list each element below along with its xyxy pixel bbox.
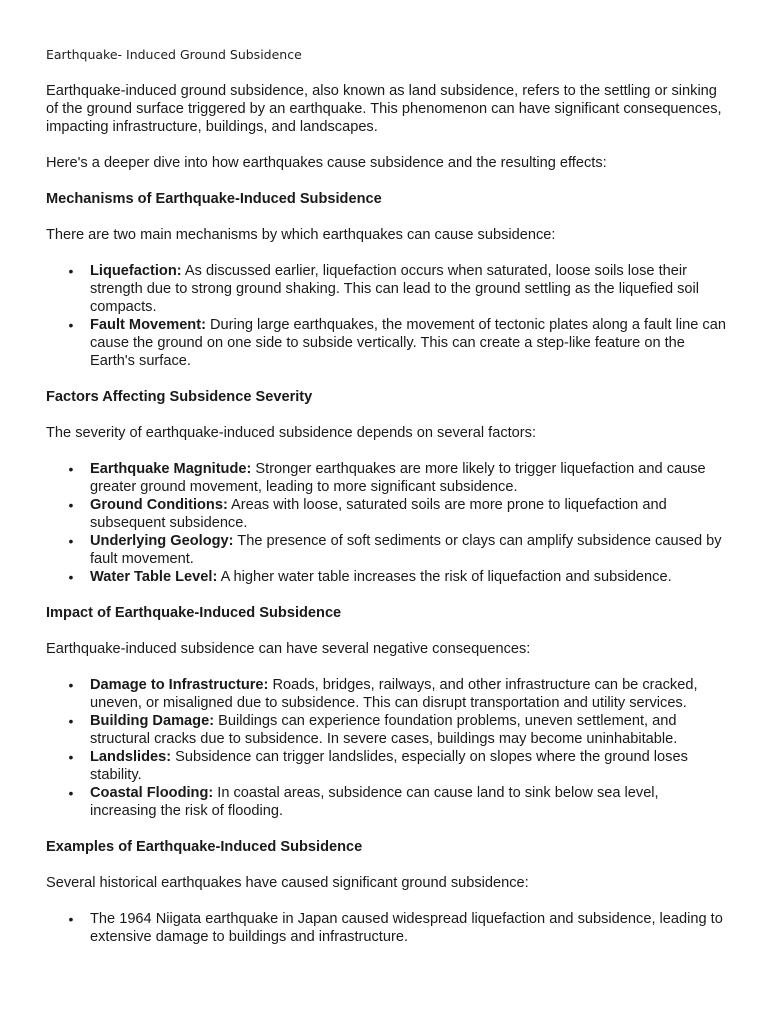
bullet-icon: • — [68, 749, 74, 765]
term-infrastructure-damage: Damage to Infrastructure: — [90, 677, 269, 693]
impact-list — [46, 676, 726, 820]
impact-heading: Impact of Earthquake-Induced Subsidence — [46, 605, 342, 621]
factors-heading: Factors Affecting Subsidence Severity — [46, 389, 313, 405]
list-item-infrastructure-damage — [68, 676, 726, 712]
bullet-icon: • — [68, 317, 74, 333]
term-water-table-level: Water Table Level: — [90, 569, 218, 585]
term-landslides: Landslides: — [90, 749, 172, 765]
bullet-icon: • — [68, 263, 74, 279]
list-item-landslides — [68, 748, 726, 784]
list-item-building-damage — [68, 712, 726, 748]
list-item-niigata-example — [68, 910, 726, 946]
example-niigata-text: The 1964 Niigata earthquake in Japan caused widespread liquefaction and subsidence, leading to extensive damage to buildings and infrastructure. — [90, 911, 723, 945]
examples-text: Several historical earthquakes have caused significant ground subsidence: — [46, 875, 529, 891]
definition-underlying-geology: The presence of soft sediments or clays can amplify subsidence caused by fault movement. — [90, 533, 722, 567]
definition-landslides: Subsidence can trigger landslides, especially on slopes where the ground loses stability. — [90, 749, 688, 783]
list-item-underlying-geology — [68, 532, 726, 568]
definition-building-damage: Buildings can experience foundation problems, uneven settlement, and structural cracks due to subsidence. In severe cases, buildings may become uninhabitable. — [90, 713, 678, 747]
bullet-icon: • — [68, 569, 74, 585]
list-item-ground-conditions — [68, 496, 726, 532]
term-fault-movement: Fault Movement: — [90, 317, 206, 333]
examples-section — [46, 838, 726, 946]
examples-list — [46, 910, 726, 946]
intro-paragraph: Earthquake-induced ground subsidence, also known as land subsidence, refers to the settling or sinking of the ground surface triggered by an earthquake. This phenomenon can have significant consequences, impacting infrastructure, buildings, and landscapes. — [46, 83, 722, 135]
bullet-icon: • — [68, 677, 74, 693]
list-item-fault-movement — [68, 316, 726, 370]
definition-infrastructure-damage: Roads, bridges, railways, and other infrastructure can be cracked, uneven, or misaligned due to subsidence. This can disrupt transportation and utility services. — [90, 677, 698, 711]
bullet-icon: • — [68, 497, 74, 513]
factors-text: The severity of earthquake-induced subsidence depends on several factors: — [46, 425, 536, 441]
term-liquefaction: Liquefaction: — [90, 263, 182, 279]
definition-water-table-level: A higher water table increases the risk of liquefaction and subsidence. — [217, 569, 672, 585]
list-item-coastal-flooding — [68, 784, 726, 820]
list-item-earthquake-magnitude — [68, 460, 726, 496]
term-ground-conditions: Ground Conditions: — [90, 497, 228, 513]
definition-liquefaction: As discussed earlier, liquefaction occurs when saturated, loose soils lose their strength due to strong ground shaking. This can lead to the ground settling as the liquefied soil compacts. — [90, 263, 700, 315]
mechanisms-section — [46, 190, 726, 370]
term-building-damage: Building Damage: — [90, 713, 215, 729]
bullet-icon: • — [68, 713, 74, 729]
list-item-liquefaction — [68, 262, 726, 316]
definition-fault-movement: During large earthquakes, the movement of tectonic plates along a fault line can cause the ground on one side to subside vertically. This can create a step-like feature on the Earth's surface. — [90, 317, 726, 369]
list-item-water-table-level — [68, 568, 726, 586]
factors-section — [46, 388, 726, 586]
bullet-icon: • — [68, 461, 74, 477]
examples-heading: Examples of Earthquake-Induced Subsidence — [46, 839, 363, 855]
bullet-icon: • — [68, 533, 74, 549]
factors-list — [46, 460, 726, 586]
impact-text: Earthquake-induced subsidence can have several negative consequences: — [46, 641, 531, 657]
definition-ground-conditions: Areas with loose, saturated soils are more prone to liquefaction and subsequent subsidence. — [90, 497, 667, 531]
lead-paragraph: Here's a deeper dive into how earthquakes cause subsidence and the resulting effects: — [46, 155, 607, 171]
bullet-icon: • — [68, 785, 74, 801]
bullet-icon: • — [68, 911, 74, 927]
term-underlying-geology: Underlying Geology: — [90, 533, 234, 549]
mechanisms-text: There are two main mechanisms by which earthquakes can cause subsidence: — [46, 227, 556, 243]
mechanisms-heading: Mechanisms of Earthquake-Induced Subsidence — [46, 191, 382, 207]
term-coastal-flooding: Coastal Flooding: — [90, 785, 214, 801]
definition-coastal-flooding: In coastal areas, subsidence can cause land to sink below sea level, increasing the risk of flooding. — [90, 785, 659, 819]
impact-section — [46, 604, 726, 820]
document-content — [46, 82, 726, 946]
document-title: Earthquake- Induced Ground Subsidence — [46, 47, 302, 62]
mechanisms-list — [46, 262, 726, 370]
term-earthquake-magnitude: Earthquake Magnitude: — [90, 461, 252, 477]
definition-earthquake-magnitude: Stronger earthquakes are more likely to trigger liquefaction and cause greater ground movement, leading to more significant subsidence. — [90, 461, 706, 495]
